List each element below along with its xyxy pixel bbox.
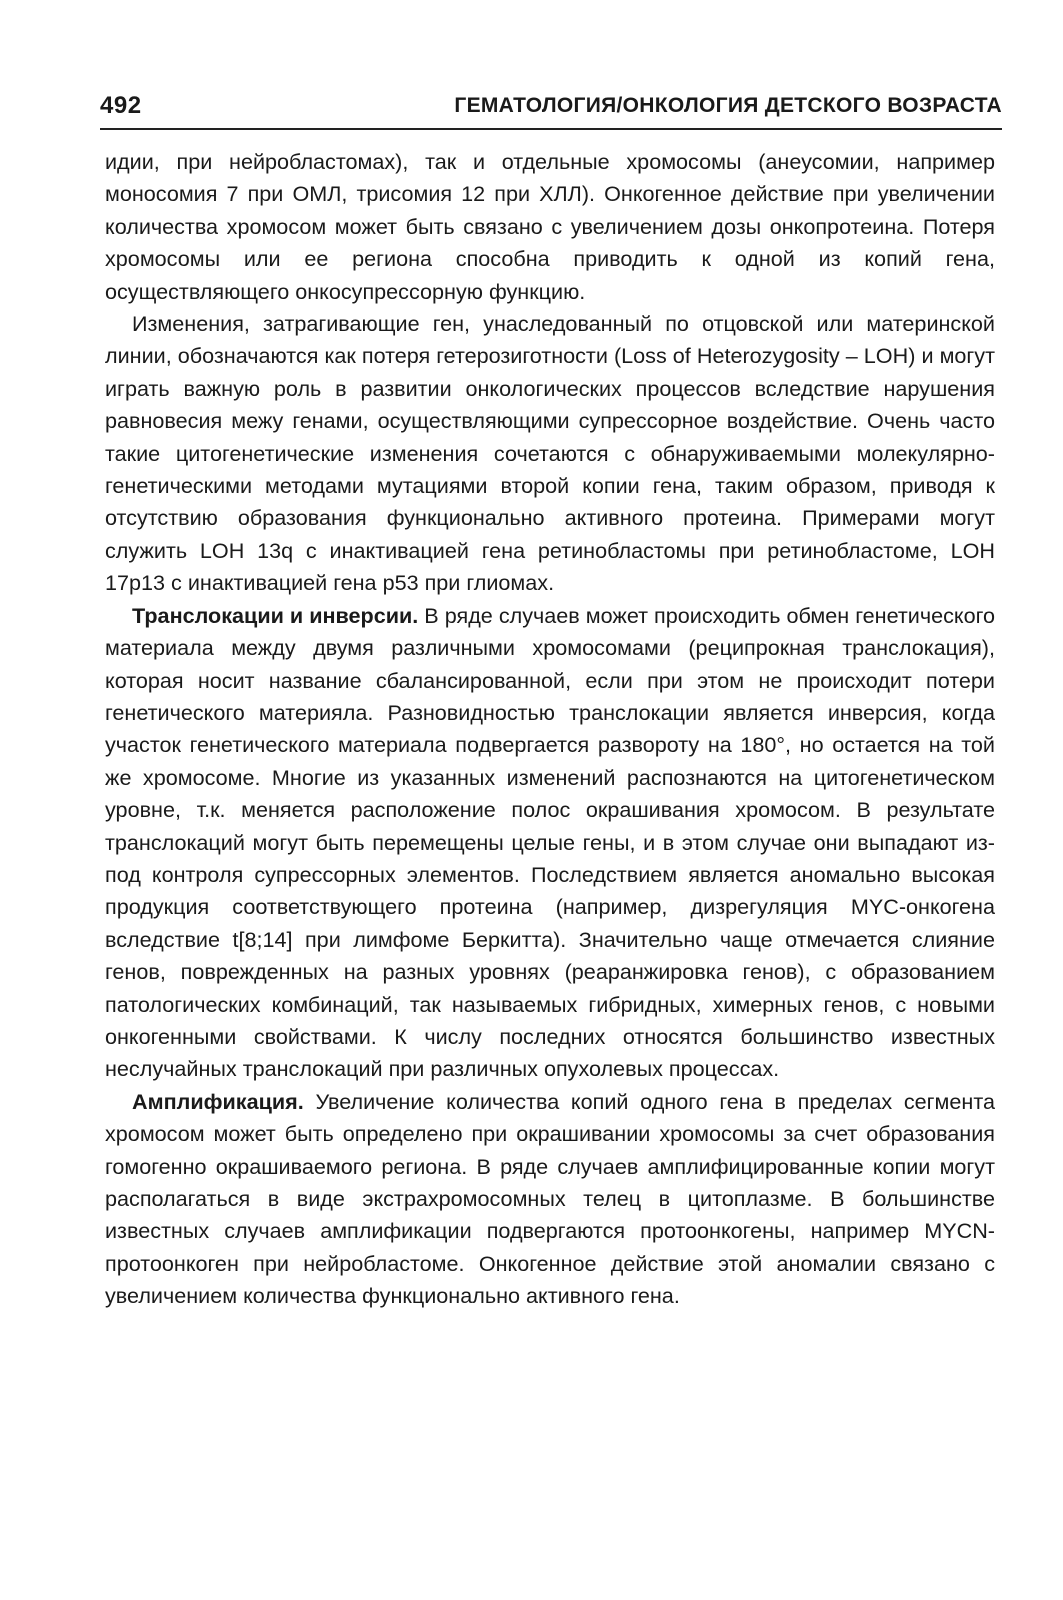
paragraph-text: В ряде случаев может происходить обмен генетического материала между двумя различными хромосомами (реципрокная транслокация), которая носит название сбалансированной, если при этом не происходит потери генетического материяла. Разновидностью транслокации является инверсия, когда участок генетического материала подвергается развороту на 180°, но остается на той же хромосоме. Многие из указанных изменений распознаются на цитогенетическом уровне, т.к. меняется расположение полос окрашивания хромосом. В результате транслокаций могут быть перемещены целые гены, и в этом случае они выпадают из-под контроля супрессорных элементов. Последствием является аномально высокая продукция соответствующего протеина (например, дизрегуляция MYC-онкогена вследствие t[8;14] при лимфоме Беркитта). Значительно чаще отмечается слияние генов, поврежденных на разных уровнях (реаранжировка генов), с образованием патологических комбинаций, так называемых гибридных, химерных генов, с новыми онкогенными свойствами. К числу последних относятся большинство известных неслучайных транслокаций при различных опухолевых процессах. bbox=[105, 602, 995, 1082]
paragraph-translocations bbox=[105, 600, 995, 1086]
paragraph-text: идии, при нейробластомах), так и отдельные хромосомы (анеусомии, например моносомия 7 при ОМЛ, трисомия 12 при ХЛЛ). Онкогенное действие при увеличении количества хромосом может быть связано с увеличением дозы онкопротеина. Потеря хромосомы или ее региона способна приводить к одной из копий гена, осуществляющего онкосупрессорную функцию. bbox=[105, 149, 995, 304]
paragraph-text: Изменения, затрагивающие ген, унаследованный по отцовской или материнской линии, обозначаются как потеря гетерозиготности (Loss of Heterozygosity – LOH) и могут играть важную роль в развитии онкологических процессов вследствие нарушения равновесия межу генами, осуществляющими супрессорное воздействие. Очень часто такие цитогенетические изменения сочетаются с обнаруживаемыми молекулярно-генетическими методами мутациями второй копии гена, таким образом, приводя к отсутствию образования функционально активного протеина. Примерами могут служить LOH 13q с инактивацией гена ретинобластомы при ретинобластоме, LOH 17p13 с инактивацией гена p53 при глиомах. bbox=[105, 311, 995, 596]
page-number: 492 bbox=[100, 92, 142, 119]
paragraph-lead-heading: Амплификация. bbox=[132, 1088, 304, 1114]
paragraph-lead-heading: Транслокации и инверсии. bbox=[132, 602, 419, 628]
body-text bbox=[105, 146, 995, 1313]
page-header bbox=[100, 88, 1002, 130]
paragraph-amplification bbox=[105, 1086, 995, 1313]
running-title: ГЕМАТОЛОГИЯ/ОНКОЛОГИЯ ДЕТСКОГО ВОЗРАСТА bbox=[454, 94, 1002, 117]
paragraph-text: Увеличение количества копий одного гена в пределах сегмента хромосом может быть определено при окрашивании хромосомы за счет образования гомогенно окрашиваемого региона. В ряде случаев амплифицированные копии могут располагаться в виде экстрахромосомных телец в цитоплазме. В большинстве известных случаев амплификации подвергаются протоонкогены, например MYCN-протоонкоген при нейробластоме. Онкогенное действие этой аномалии связано с увеличением количества функционально активного гена. bbox=[105, 1088, 995, 1309]
paragraph-continuation bbox=[105, 146, 995, 308]
paragraph-loh bbox=[105, 308, 995, 600]
